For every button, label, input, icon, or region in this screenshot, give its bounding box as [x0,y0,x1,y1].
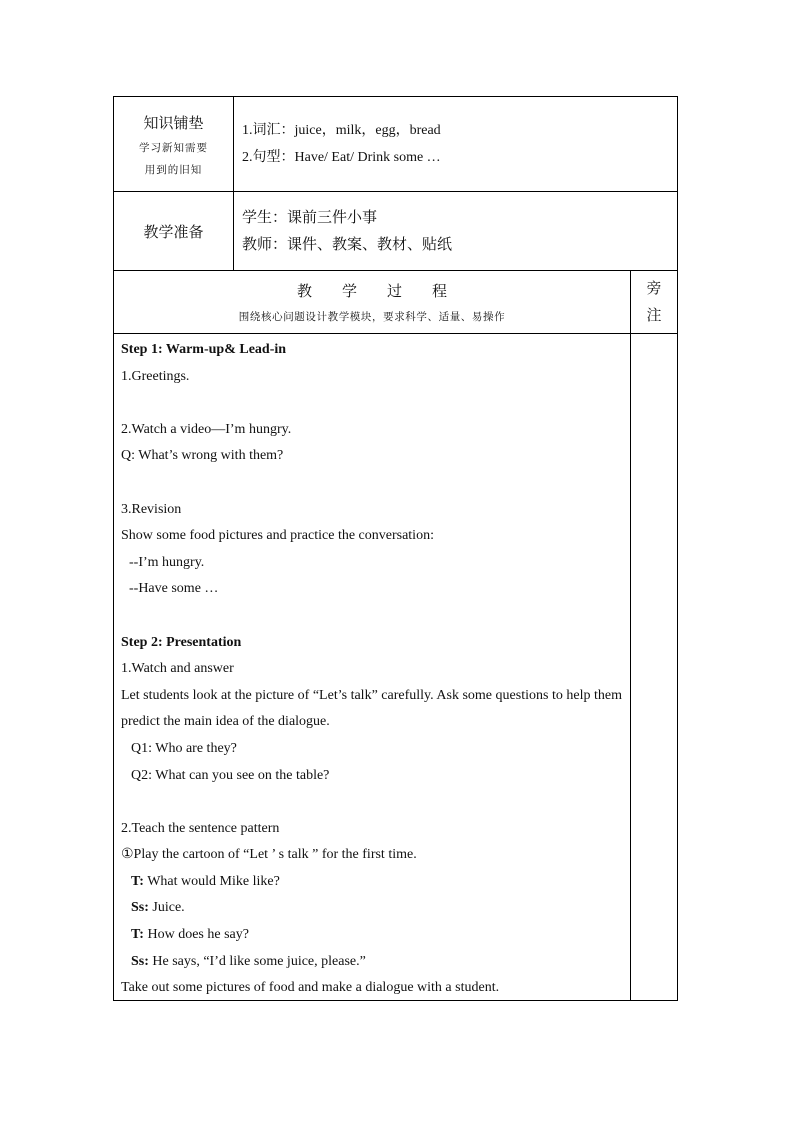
text-line: 1.Greetings. [121,368,190,384]
knowledge-line-1: 1.词汇：juice，milk，egg，bread [242,123,441,138]
prep-content-cell [234,192,677,270]
knowledge-row [114,97,677,192]
text-line: ①Play the cartoon of “Let ’ s talk ” for the first time. [121,847,417,863]
knowledge-content-cell [234,97,677,191]
prep-line-2: 教师：课件、教案、教材、贴纸 [242,235,453,253]
side-note-body-cell [630,334,677,1000]
lesson-plan-table [113,96,678,1001]
blank-line [121,390,622,417]
speaker-label: T: [131,873,144,889]
process-header-row [114,271,677,334]
text-line: --Have some … [129,581,219,597]
text-line [121,922,622,949]
text-line [121,895,622,922]
step-heading: Step 2: Presentation [121,634,242,650]
text-line: Q2: What can you see on the table? [131,767,330,783]
prep-line-1: 学生：课前三件小事 [242,208,378,226]
prep-label: 教学准备 [143,222,204,241]
process-header-cell [114,271,630,333]
knowledge-label: 知识铺垫 [143,113,204,132]
speaker-text: Juice. [148,900,185,916]
blank-line [121,470,622,497]
process-body-cell [114,334,630,1000]
speaker-text: How does he say? [143,927,249,943]
text-line: 1.Watch and answer [121,661,234,677]
blank-line [121,603,622,630]
speaker-text: He says, “I’d like some juice, please.” [148,953,366,969]
text-line: 2.Teach the sentence pattern [121,820,280,836]
text-line: Q1: Who are they? [131,740,237,756]
text-line [121,949,622,976]
prep-label-cell [114,192,234,270]
side-note-char-2: 注 [646,306,662,324]
text-line [121,869,622,896]
text-line: Take out some pictures of food and make a dialogue with a student. [121,980,500,996]
process-body-row [114,334,677,1000]
text-line: 2.Watch a video—I’m hungry. [121,421,292,437]
text-line: --I’m hungry. [129,554,205,570]
text-line: Let students look at the picture of “Let’s talk” carefully. Ask some questions to help them predict the main idea of the dialogue. [121,687,622,730]
speaker-label: T: [131,927,144,943]
knowledge-sub-1: 学习新知需要 [139,141,208,154]
speaker-text: What would Mike like? [143,873,280,889]
process-subtitle: 围绕核心问题设计教学模块，要求科学、适量、易操作 [238,311,506,323]
blank-line [121,789,622,816]
step-heading: Step 1: Warm-up& Lead-in [121,342,287,357]
knowledge-label-cell [114,97,234,191]
side-note-char-1: 旁 [646,279,662,297]
text-line: Q: What’s wrong with them? [121,448,284,464]
speaker-label: Ss: [131,900,149,916]
process-title: 教 学 过 程 [296,282,447,300]
speaker-label: Ss: [131,953,149,969]
text-line: Show some food pictures and practice the conversation: [121,528,434,544]
prep-row [114,192,677,271]
text-line: 3.Revision [121,501,182,517]
knowledge-sub-2: 用到的旧知 [144,163,203,176]
knowledge-line-2: 2.句型：Have/ Eat/ Drink some … [242,150,441,165]
side-note-header-cell [630,271,677,333]
